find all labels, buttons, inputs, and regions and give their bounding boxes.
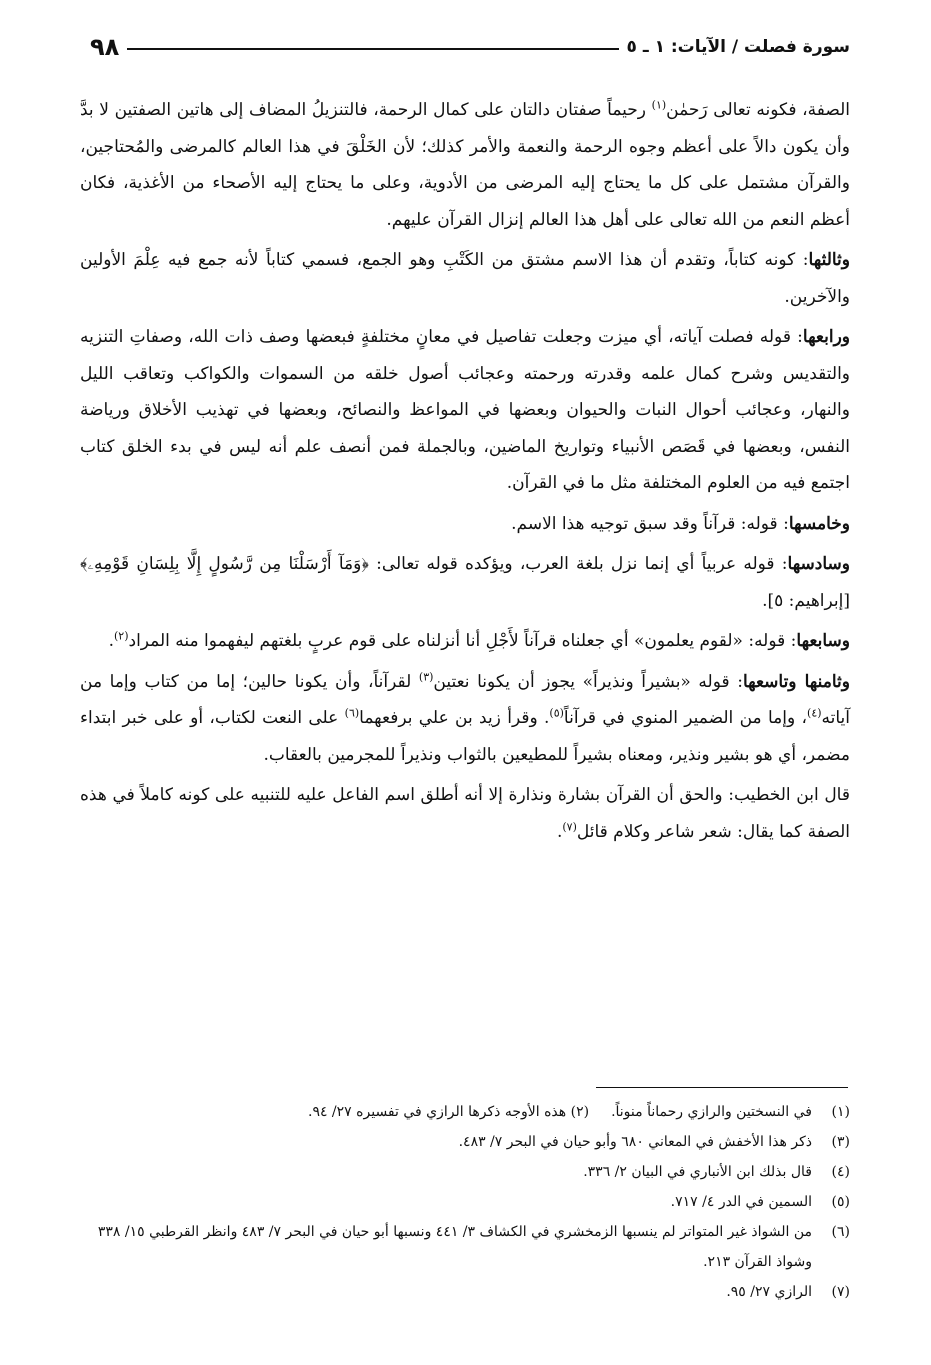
paragraph-lead: وسابعها xyxy=(796,631,850,651)
page-header xyxy=(80,28,850,66)
footnote-ref: (٣) xyxy=(418,669,434,683)
text-run: : قوله: «لقوم يعلمون» أي جعلناه قرآناً لأَجْلِ أنا أنزلناه على قوم عربٍ بلغتهم ليفهموا منه المراد xyxy=(128,631,797,651)
header-rule xyxy=(127,48,618,50)
footnote-text-part: في النسختين والرازي رحماناً منوناً. xyxy=(611,1104,812,1120)
footnotes xyxy=(80,1097,850,1307)
footnote-text xyxy=(80,1097,812,1127)
text-run: : قوله «بشيراً ونذيراً» يجوز أن يكونا نعتين xyxy=(433,671,743,692)
footnote-text-part: هذه الأوجه ذكرها الرازي في تفسيره ٢٧/ ٩٤. xyxy=(307,1104,567,1120)
paragraph xyxy=(80,664,850,774)
text-run: : قوله فصلت آياته، أي ميزت وجعلت تفاصيل في معانٍ مختلفةٍ فبعضها وصف ذات الله، وصفاتِ التنزيه والتقديس وشرح كمال علمه وقدرته ورحمته وعجائب أصول خلقه من السموات والكواكب وتعاقب الليل والنهار، وعجائب أحوال النبات والحيوان وبعضها في المواعظ والنصائح، وبعضها في تهذيب الأخلاق ورياضة النفس، وبعضها في قَصَص الأنبياء وتواريخ الماضين، وبالجملة فمن أنصف علم أنه ليس في بدء الخلق كتاب اجتمع فيه من العلوم المختلفة مثل ما في القرآن. xyxy=(80,327,850,493)
text-run: لقرآناً، وأن يكونا حالين؛ إما من كتاب وإما من آياته xyxy=(80,671,851,728)
paragraph-lead: وسادسها xyxy=(787,554,850,574)
footnote-item xyxy=(80,1277,850,1307)
footnote-ref: (٥) xyxy=(549,706,564,720)
footnote-item xyxy=(80,1127,850,1157)
main-text xyxy=(80,92,850,854)
footnote-separator xyxy=(596,1087,848,1088)
paragraph xyxy=(80,777,850,850)
footnote-number: (٦) xyxy=(831,1224,850,1240)
paragraph-lead: وخامسها xyxy=(788,513,850,534)
footnote-ref: (٤) xyxy=(807,706,822,720)
footnote-number: (٧) xyxy=(831,1284,850,1300)
text-run: ، وإما من الضمير المنوي في قرآناً xyxy=(563,708,808,728)
page-number: ٩٨ xyxy=(90,33,120,61)
text-run: قال ابن الخطيب: والحق أن القرآن بشارة ونذارة إلا أنه أطلق اسم الفاعل عليه للتنبيه على كونه كاملاً في هذه الصفة كما يقال: شعر شاعر وكلام قائل xyxy=(80,785,850,842)
paragraph xyxy=(80,546,850,619)
paragraph-lead: وثالثها xyxy=(808,250,850,270)
footnote-text: الرازي ٢٧/ ٩٥. xyxy=(726,1284,812,1300)
paragraph-lead: ورابعها xyxy=(802,327,850,347)
text-run: الصفة، فكونه تعالى رَحمٰن xyxy=(666,100,850,120)
text-run: على النعت لكتاب، أو على خبر ابتداء مضمر، أي هو بشير ونذير، ومعناه بشيراً للمطيعين بالثواب ونذيراً للمجرمين بالعقاب. xyxy=(80,708,850,765)
footnote-item xyxy=(80,1187,850,1217)
text-run: . وقرأ زيد بن علي برفعهما xyxy=(359,708,550,728)
footnote-ref: (٧) xyxy=(562,819,577,833)
paragraph xyxy=(80,319,850,502)
paragraph xyxy=(80,506,850,543)
footnote-ref: (٦) xyxy=(344,706,360,720)
text-run: . xyxy=(556,821,563,842)
paragraph-lead: وثامنها وتاسعها xyxy=(742,671,850,692)
paragraph xyxy=(80,92,850,238)
footnote-ref: (٢) xyxy=(113,629,129,643)
paragraph xyxy=(80,242,850,315)
running-title: سورة فصلت / الآيات: ١ ـ ٥ xyxy=(626,37,850,57)
footnote-text: قال بذلك ابن الأنباري في البيان ٢/ ٣٣٦. xyxy=(583,1164,812,1180)
footnote-item xyxy=(80,1217,850,1277)
text-run: . xyxy=(108,631,114,651)
text-run: : قوله عربياً أي إنما نزل بلغة العرب، ويؤكده قوله تعالى: ﴿وَمَآ أَرْسَلْنَا مِن رَّسُولٍ إِلَّا بِلِسَانِ قَوْمِهِۦ﴾ [إبراهيم: ٥]. xyxy=(80,554,850,611)
text-run: رحيماً صفتان دالتان على كمال الرحمة، فالتنزيلُ المضاف إلى هاتين الصفتين لا بدَّ وأن يكون دالاً على أعظم وجوه الرحمة والنعمة والأمر كذلك؛ لأن الخَلْقَ في هذا العالم كالمرضى والمُحتاجين، والقرآن مشتمل على كل ما يحتاج إليه المرضى من الأدوية، وعلى ما يحتاج إليه الأصحاء من الأغذية، فكان أعظم النعم من الله تعالى على أهل هذا العالم إنزال القرآن عليهم. xyxy=(80,100,850,230)
footnote-text: السمين في الدر ٤/ ٧١٧. xyxy=(670,1194,812,1210)
footnote-item xyxy=(80,1097,850,1127)
footnote-number: (٢) xyxy=(570,1104,590,1120)
footnote-ref: (١) xyxy=(651,98,667,112)
text-run: : قوله: قرآناً وقد سبق توجيه هذا الاسم. xyxy=(511,513,789,534)
footnote-text: من الشواذ غير المتواتر لم ينسبها الزمخشري في الكشاف ٣/ ٤٤١ ونسبها أبو حيان في البحر ٧/ ٤٨٣ وانظر القرطبي ١٥/ ٣٣٨ وشواذ القرآن ٢١٣. xyxy=(97,1224,812,1270)
footnote-number: (١) xyxy=(831,1104,850,1120)
footnote-item xyxy=(80,1157,850,1187)
text-run: : كونه كتاباً، وتقدم أن هذا الاسم مشتق من الكَتْبِ وهو الجمع، فسمي كتاباً لأنه جمع فيه عِلْمَ الأولين والآخرين. xyxy=(80,250,850,307)
footnote-number: (٥) xyxy=(831,1194,850,1210)
paragraph xyxy=(80,623,850,660)
footnote-number: (٣) xyxy=(831,1134,850,1150)
footnote-text: ذكر هذا الأخفش في المعاني ٦٨٠ وأبو حيان في البحر ٧/ ٤٨٣. xyxy=(458,1134,812,1150)
footnote-number: (٤) xyxy=(831,1164,850,1180)
